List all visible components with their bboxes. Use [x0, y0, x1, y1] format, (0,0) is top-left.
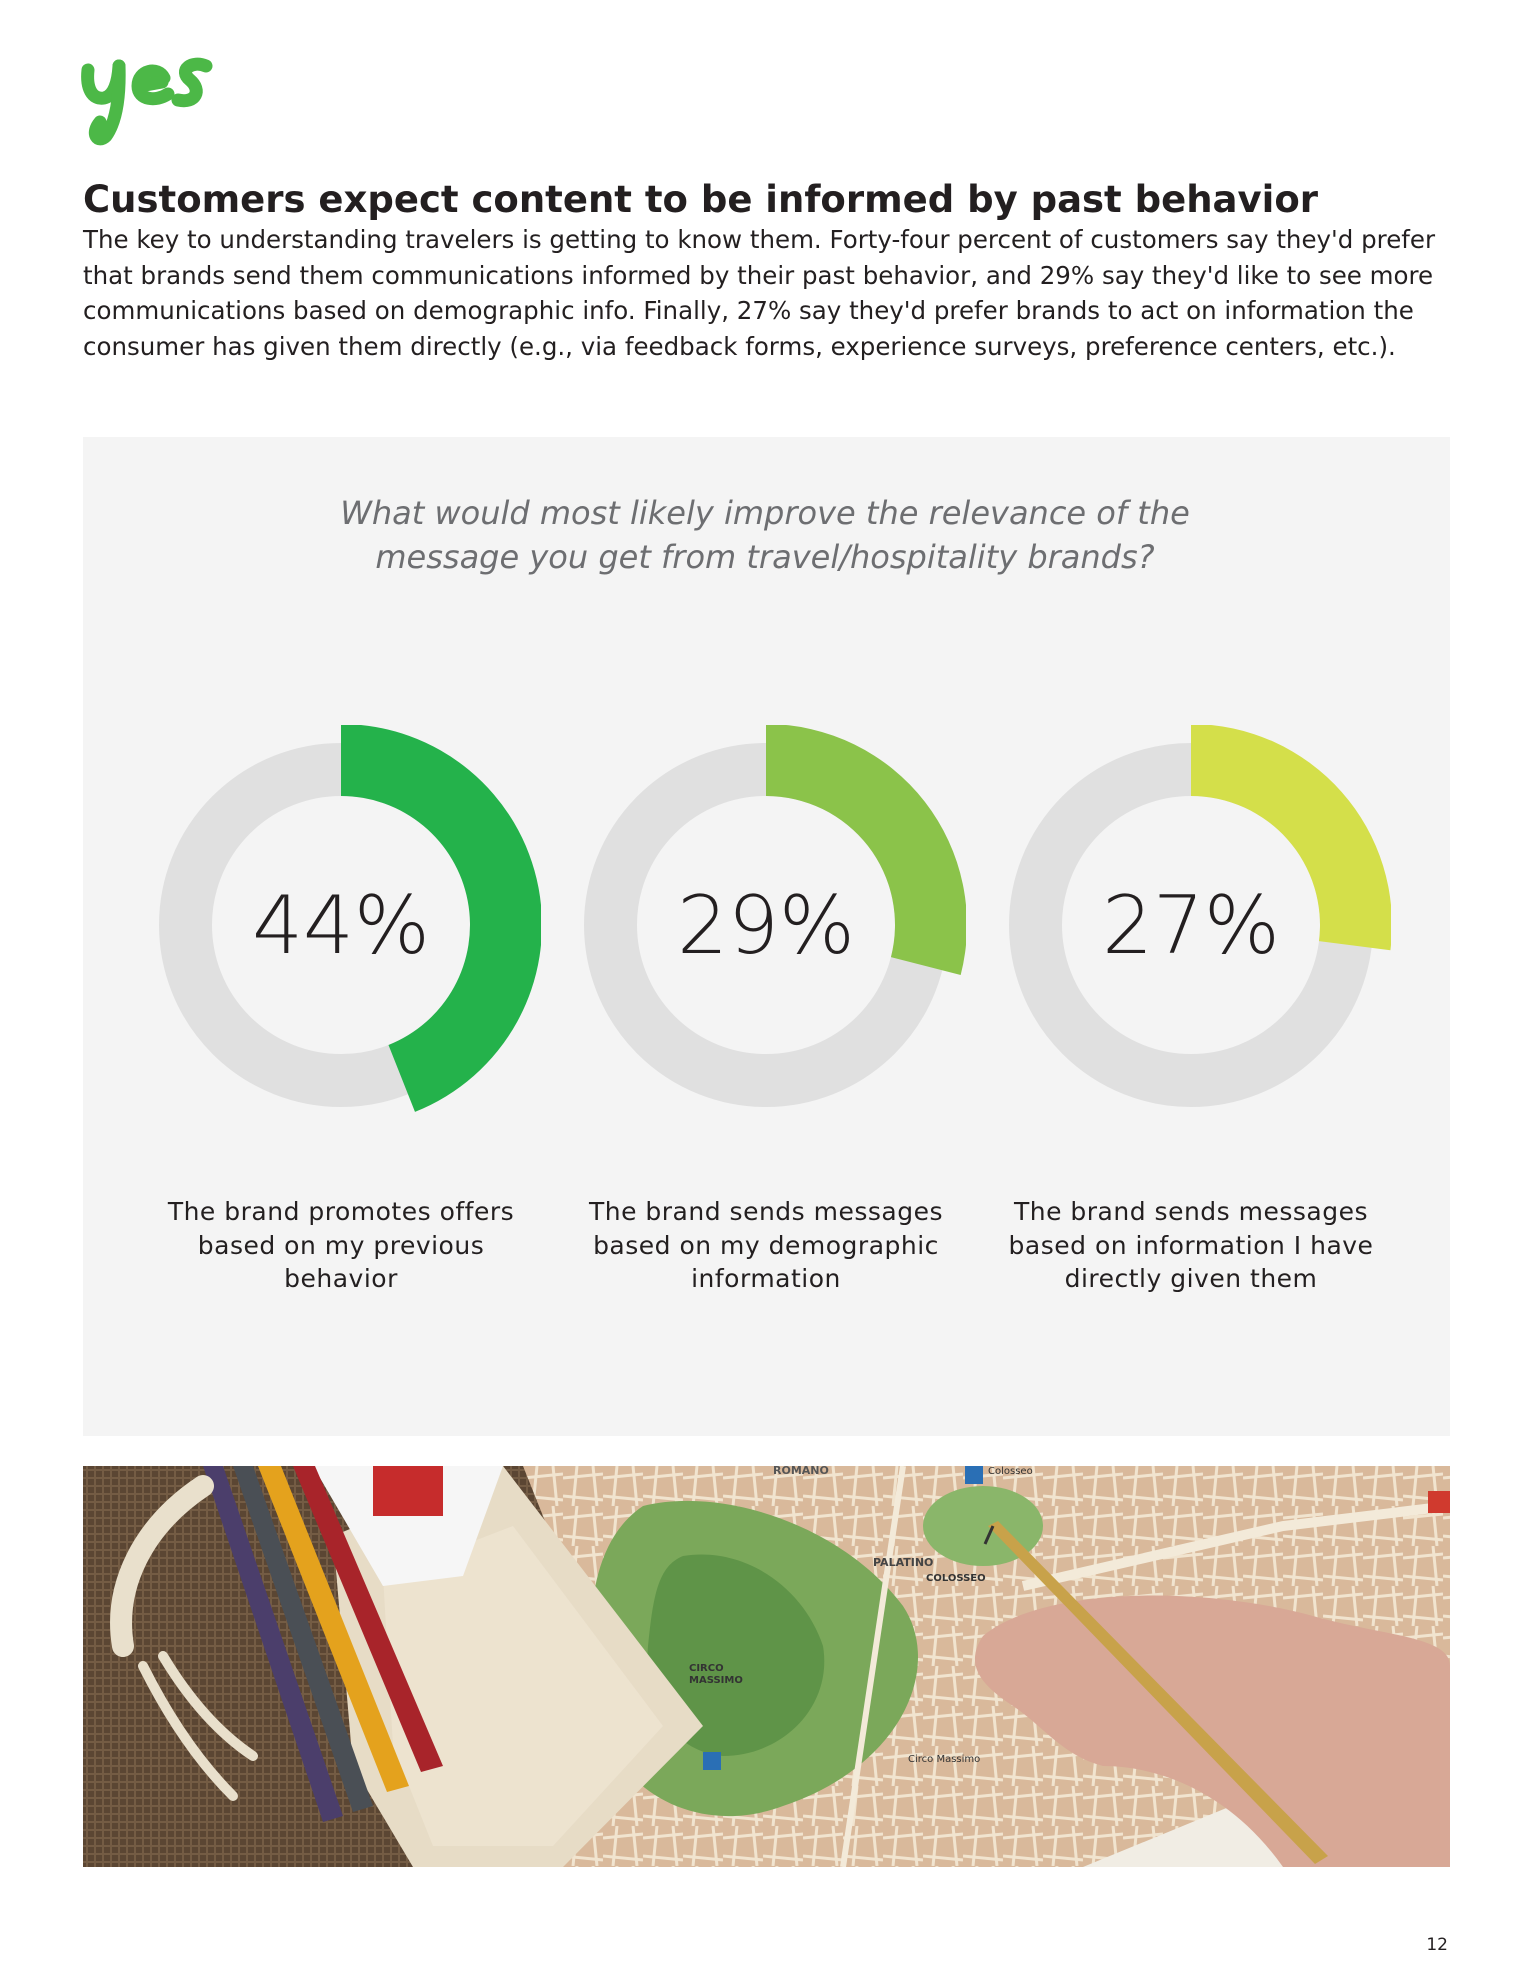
travel-map-photo	[83, 1466, 1450, 1867]
svg-text:PALATINO: PALATINO	[873, 1556, 934, 1569]
donut-svg	[566, 725, 966, 1125]
donut-svg	[141, 725, 541, 1125]
svg-text:CIRCO: CIRCO	[689, 1663, 724, 1674]
page-number: 12	[1426, 1935, 1448, 1955]
donut-chart-behavior	[141, 725, 541, 1125]
chart-question: What would most likely improve the relevance of the message you get from travel/hospitality brands?	[340, 494, 1190, 576]
page-headline: Customers expect content to be informed by past behavior	[83, 178, 1318, 221]
donut-chart-demographic	[566, 725, 966, 1125]
caption-direct-info: The brand sends messages based on information I have directly given them	[1008, 1197, 1374, 1293]
donut-percent-label: 44%	[252, 879, 430, 972]
donut-percent-label: 27%	[1102, 879, 1280, 972]
donut-svg	[991, 725, 1391, 1125]
svg-text:Colosseo: Colosseo	[988, 1466, 1033, 1477]
caption-demographic: The brand sends messages based on my demographic information	[588, 1197, 944, 1293]
svg-text:ROMANO: ROMANO	[773, 1466, 829, 1477]
intro-paragraph: The key to understanding travelers is getting to know them. Forty-four percent of customers say they'd prefer that brands send them communications informed by their past behavior, and 29% say they'd like to see more communications based on demographic info. Finally, 27% say they'd prefer brands to act on information the consumer has given them directly (e.g., via feedback forms, experience surveys, preference centers, etc.).	[83, 225, 1436, 361]
svg-text:MASSIMO: MASSIMO	[689, 1675, 743, 1686]
svg-text:Circo Massimo: Circo Massimo	[908, 1754, 981, 1765]
yes-logo	[78, 48, 218, 148]
donut-percent-label: 29%	[677, 879, 855, 972]
donut-chart-direct-info	[991, 725, 1391, 1125]
caption-behavior: The brand promotes offers based on my previous behavior	[167, 1197, 515, 1293]
svg-text:COLOSSEO: COLOSSEO	[926, 1573, 986, 1584]
